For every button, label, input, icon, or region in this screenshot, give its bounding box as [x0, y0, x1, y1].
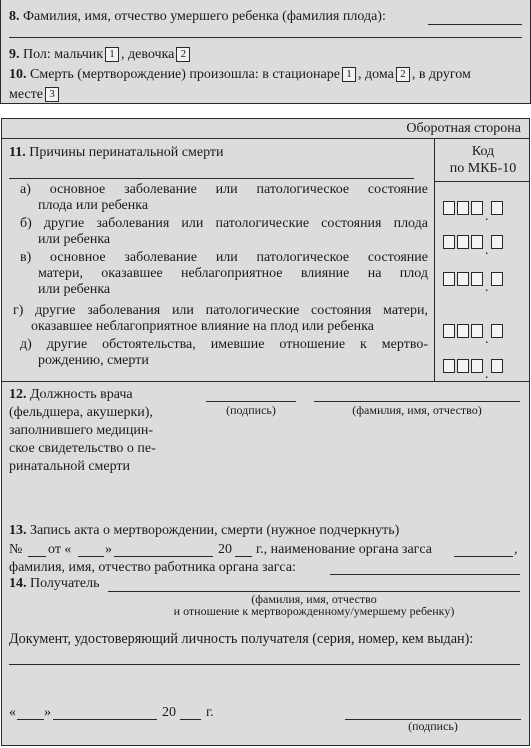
code-field-b[interactable] [443, 233, 515, 249]
item9-row: 9. Пол: мальчик 1 , девочка 2 [9, 47, 192, 63]
item11-title: 11. Причины перинатальной смерти [9, 145, 224, 160]
code-dot [485, 370, 489, 373]
item10-row: 10. Смерть (мертворождение) произошла: в стационаре 1 , дома 2 , в другом [9, 67, 471, 82]
checkbox-home[interactable]: 2 [396, 67, 410, 82]
code-cell[interactable] [491, 272, 503, 286]
item8-answer-line-2[interactable] [9, 37, 522, 38]
checkbox-female[interactable]: 2 [176, 47, 190, 62]
item13-comma: , [514, 542, 518, 557]
code-field-v[interactable] [443, 270, 515, 286]
code-header-line2: по МКБ-10 [449, 161, 517, 176]
cause-b-line1: б) другие заболевания или патологические состояния плода [20, 216, 428, 231]
code-cell[interactable] [457, 359, 469, 373]
cause-a [20, 182, 428, 214]
cause-v-line2: матери, оказавшее неблагоприятное влияние на плод [38, 266, 428, 281]
item14-caption1: (фамилия, имя, отчество [251, 592, 377, 606]
code-cell[interactable] [443, 235, 455, 249]
code-cell[interactable] [471, 272, 483, 286]
item8-text: Фамилия, имя, отчество умершего ребенка (фамилия плода): [19, 9, 386, 24]
item10-row-2: месте 3 [9, 87, 61, 103]
code-field-d[interactable] [443, 357, 515, 373]
cause-g-line1: г) другие заболевания или патологические состояния матери, [13, 303, 428, 318]
item13-registry-label: г., наименование органа загса [256, 542, 433, 557]
item13-month-line[interactable] [114, 556, 213, 557]
item13-line3: фамилия, имя, отчество работника органа загса: [9, 560, 296, 575]
date-suffix: г. [206, 705, 214, 720]
item8-answer-line[interactable] [428, 24, 522, 25]
document-label: Документ, удостоверяющий личность получателя (серия, номер, кем выдан): [9, 631, 474, 647]
date-close-quote: » [44, 705, 51, 720]
side-label: Оборотная сторона [406, 121, 521, 136]
cause-d-line1: д) другие обстоятельства, имевшие отношение к мертво- [20, 337, 428, 352]
item11-underline [9, 178, 414, 179]
item14-caption2: и отношение к мертворожденному/умершему ребенку) [173, 604, 455, 618]
code-cell[interactable] [471, 235, 483, 249]
item13-day-line[interactable] [78, 556, 104, 557]
cause-a-line1: а) основное заболевание или патологическое состояние [20, 182, 428, 197]
cause-v-line3: или ребенка [38, 282, 111, 297]
code-cell[interactable] [457, 201, 469, 215]
item12-line5: ринатальной смерти [9, 459, 131, 474]
item11-bottom-rule [1, 381, 530, 382]
code-cell[interactable] [491, 324, 503, 338]
cause-g [13, 303, 428, 335]
code-cell[interactable] [457, 324, 469, 338]
code-cell[interactable] [443, 201, 455, 215]
code-dot [485, 335, 489, 338]
item13-worker-line[interactable] [330, 574, 520, 575]
cause-b-line2: или ребенка [38, 232, 111, 247]
item12-signature-caption: (подпись) [226, 403, 276, 417]
code-cell[interactable] [491, 359, 503, 373]
item12-name-caption: (фамилия, имя, отчество) [352, 403, 482, 417]
item12-signature-line[interactable] [206, 401, 296, 402]
item12-line2: (фельдшера, акушерки), [9, 405, 153, 420]
checkbox-other-place[interactable]: 3 [45, 87, 59, 102]
code-cell[interactable] [491, 201, 503, 215]
code-cell[interactable] [457, 235, 469, 249]
date-day-line[interactable] [17, 719, 44, 720]
item14-label: 14. Получатель [9, 576, 100, 591]
code-cell[interactable] [443, 324, 455, 338]
cause-v [20, 250, 428, 298]
code-cell[interactable] [491, 235, 503, 249]
item13-registry-line[interactable] [454, 556, 513, 557]
code-cell[interactable] [457, 272, 469, 286]
code-column-divider [434, 138, 435, 382]
code-cell[interactable] [471, 359, 483, 373]
checkbox-hospital[interactable]: 1 [342, 67, 356, 82]
code-header-line1: Код [471, 144, 495, 159]
date-year-line[interactable] [180, 719, 201, 720]
item13-close-quote: » [105, 542, 112, 557]
cause-a-line2: плода или ребенка [38, 198, 149, 213]
item12-line1: 12. Должность врача [9, 387, 133, 402]
item13-line1: 13. Запись акта о мертворождении, смерти (нужное подчеркнуть) [9, 523, 400, 538]
date-month-line[interactable] [53, 719, 157, 720]
cause-d [20, 337, 428, 369]
code-cell[interactable] [471, 201, 483, 215]
code-cell[interactable] [471, 324, 483, 338]
code-cell[interactable] [443, 359, 455, 373]
item13-no: № [9, 542, 23, 557]
item13-year-line[interactable] [235, 556, 252, 557]
side-label-rule [1, 138, 530, 139]
code-cell[interactable] [443, 272, 455, 286]
item8-label: 8. Фамилия, имя, отчество умершего ребенка (фамилия плода): [9, 9, 386, 24]
code-dot [485, 246, 489, 249]
date-open-quote: « [9, 705, 16, 720]
item12-line3: заполнившего медицин- [9, 423, 153, 438]
code-dot [485, 212, 489, 215]
item12-name-line[interactable] [314, 401, 520, 402]
document-line[interactable] [9, 664, 520, 665]
item13-year-prefix: 20 [218, 542, 232, 557]
code-field-a[interactable] [443, 199, 515, 215]
signature-caption: (подпись) [408, 719, 458, 733]
code-header-rule [434, 181, 530, 182]
cause-v-line1: в) основное заболевание или патологическое состояние [20, 250, 428, 265]
item12-line4: ское свидетельство о пе- [9, 441, 156, 456]
checkbox-male[interactable]: 1 [105, 47, 119, 62]
code-dot [485, 283, 489, 286]
cause-g-line2: оказавшее неблагоприятное влияние на плод или ребенка [31, 319, 374, 334]
date-year-prefix: 20 [162, 705, 176, 720]
code-field-g[interactable] [443, 322, 515, 338]
item13-ot: от « [48, 542, 72, 557]
cause-d-line2: рождению, смерти [38, 353, 149, 368]
item13-number-line[interactable] [28, 556, 46, 557]
cause-b [20, 216, 428, 248]
